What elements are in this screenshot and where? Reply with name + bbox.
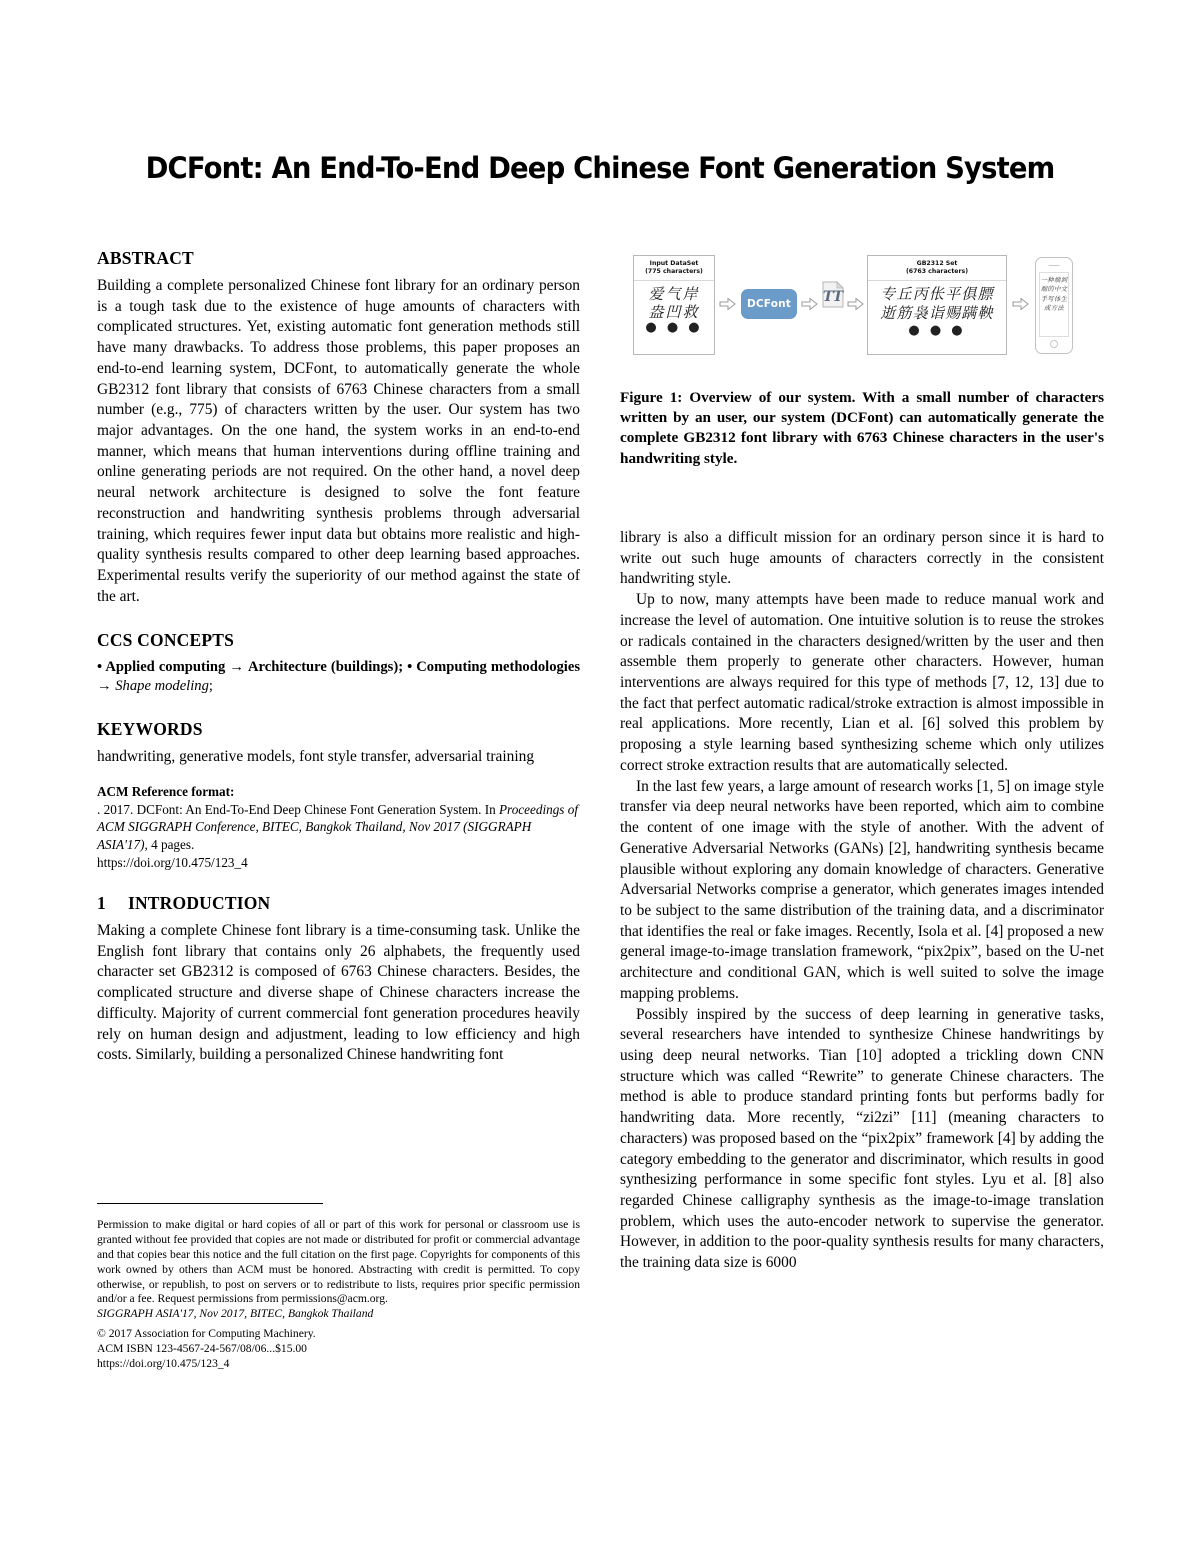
abstract-text: Building a complete personalized Chinese font library for an ordinary person is a tough task due to the existence of huge amounts of characters with complicated structures. Yet, existing automatic font generation methods still have many drawbacks. To address those problems, this paper proposes an end-to-end learning system, DCFont, to automatically generate the whole GB2312 font library that consists of 6763 Chinese characters from a small number (e.g., 775) of characters written by the user. Our system has two major advantages. On the one hand, the system works in an end-to-end manner, which means that human interventions during offline training and online generating periods are not required. On the other hand, a novel deep neural network architecture is designed to solve the font feature reconstruction and handwriting synthesis problems through adversarial training, which requires fewer input data but obtains more realistic and high-quality synthesis results compared to other deep learning based approaches. Experimental results verify the superiority of our method against the state of the art. — [97, 277, 580, 605]
right-paragraph-3: In the last few years, a large amount of research works [1, 5] on image style transfer via deep neural networks have been reported, which aim to combine the content of one image with the style of another. With the advent of Generative Adversarial Networks (GANs) [2], handwriting synthesis became plausible without exploring any domain knowledge of characters. Generative Adversarial Networks comprise a generator, which generates images intended to be subject to the same distribution of the training data, and a discriminator that identifies the real or fake images. Recently, Isola et al. [4] proposed a new general image-to-image translation framework, “pix2pix”, based on the U-net architecture and conditional GAN, which is well suited to solve the image mapping problems. — [620, 777, 1104, 1002]
page-title: DCFont: An End-To-End Deep Chinese Font Generation System — [145, 151, 1055, 185]
acm-reference-block — [97, 783, 580, 871]
right-paragraph-2: Up to now, many attempts have been made to reduce manual work and increase the level of automation. One intuitive solution is to reuse the strokes or radicals contained in the characters designed/written by the user and then assemble them properly to generate other characters. However, human interventions are always required for this type of methods [7, 12, 13] due to the fact that perfect automatic radical/stroke extraction is almost impossible in real applications. More recently, Lian et al. [6] solved this problem by proposing a style learning based synthesizing scheme which only utilizes correct stroke extraction results that are automatically selected. — [620, 591, 1104, 774]
figure-gb2312-subtitle: (6763 characters) — [905, 268, 969, 276]
ccs-bullet-1: • Applied computing — [97, 658, 226, 675]
acm-reference-heading: ACM Reference format: — [97, 784, 235, 800]
introduction-number: 1 — [97, 893, 106, 914]
figure-dcfont-node: DCFont — [741, 289, 797, 319]
figure-input-title: Input DataSet — [649, 260, 699, 267]
footnote-rule — [97, 1203, 323, 1204]
ccs-arrow-1: → — [229, 658, 244, 675]
truetype-font-file-icon — [822, 281, 844, 308]
figure-gb2312-header — [868, 256, 1006, 281]
figure-gb2312-characters — [868, 281, 1006, 336]
copyright-line: © 2017 Association for Computing Machinery. — [97, 1327, 316, 1341]
ccs-heading: CCS CONCEPTS — [97, 629, 235, 650]
copyright-footnote — [97, 1218, 580, 1372]
right-paragraph-4: Possibly inspired by the success of deep learning in generative tasks, several researchers have intended to synthesize Chinese handwritings by using deep neural networks. Tian [10] adopted a trickling down CNN structure which was called “Rewrite” to generate Chinese characters. The method is able to produce standard printing fonts but performs badly for handwriting data. More recently, “zi2zi” [11] (meaning characters to characters) was proposed based on the “pix2pix” framework [4] by adding the category embedding to the generator and discriminator, which results in good synthesizing performance in some specific font styles. Lyu et al. [8] also regarded Chinese calligraphy synthesis as the image-to-image translation problem, which uses the auto-encoder network to supervise the generator. However, in addition to the poor-quality synthesis results for many characters, the training data size is 6000 — [620, 1005, 1104, 1272]
keywords-heading: KEYWORDS — [97, 718, 203, 739]
ccs-term-2: Shape modeling — [115, 678, 209, 695]
figure-input-row-1: 爱气岸 — [648, 284, 700, 303]
keywords-text: handwriting, generative models, font style transfer, adversarial training — [97, 747, 535, 765]
figure-gb2312-row-1: 专丘丙伥平俱膘 — [880, 284, 994, 303]
phone-earpiece-icon — [1049, 265, 1060, 266]
abstract-heading: ABSTRACT — [97, 248, 194, 268]
introduction-label: INTRODUCTION — [127, 893, 271, 914]
permission-text: Permission to make digital or hard copies of all or part of this work for personal or classroom use is granted without fee provided that copies are not made or distributed for profit or commercial advantage and that copies bear this notice and the full citation on the first page. Copyrights for components of this work owned by others than ACM must be honored. Abstracting with credit is permitted. To copy otherwise, or republish, to post on servers or to redistribute to lists, requires prior specific permission and/or a fee. Request permissions from permissions@acm.org. — [97, 1218, 580, 1306]
venue-line: SIGGRAPH ASIA'17, Nov 2017, BITEC, Bangkok Thailand — [97, 1307, 374, 1321]
footnote-doi[interactable]: https://doi.org/10.475/123_4 — [97, 1357, 230, 1371]
figure-1-graphic — [620, 248, 1104, 372]
spacer — [97, 608, 580, 630]
arrow-right-icon — [847, 297, 864, 311]
phone-text-line-1: 一种端到 — [1040, 276, 1068, 284]
isbn-line: ACM ISBN 123-4567-24-567/08/06...$15.00 — [97, 1342, 307, 1356]
figure-input-characters — [634, 281, 714, 334]
figure-gb2312-title: GB2312 Set — [916, 260, 958, 267]
right-paragraph-1: library is also a difficult mission for an ordinary person since it is hard to write out such huge amounts of characters correctly in the consistent handwriting style. — [620, 529, 1104, 588]
phone-screen — [1039, 272, 1069, 337]
figure-input-header — [634, 256, 714, 281]
arrow-right-icon — [719, 297, 736, 311]
spacer — [97, 767, 580, 783]
ccs-term-1: Architecture (buildings); — [247, 658, 404, 675]
figure-gb2312-box — [867, 255, 1007, 355]
acm-reference-line1: . 2017. DCFont: An End-To-End Deep Chinese Font Generation System. In — [97, 801, 496, 817]
figure-input-dataset-box — [633, 255, 715, 355]
smartphone-mockup — [1035, 257, 1073, 354]
left-column — [97, 248, 580, 1066]
right-column — [620, 528, 1104, 1274]
spacer — [97, 697, 580, 719]
figure-1-caption: Figure 1: Overview of our system. With a small number of characters written by an user, our system (DCFont) can automatically generate the complete GB2312 font library with 6763 Chinese characters in the user's handwriting style. — [620, 389, 1104, 467]
acm-reference-italic: Proceedings of ACM SIGGRAPH Conference, BITEC, Bangkok Thailand, Nov 2017 (SIGGRAPH ASIA'17), — [97, 801, 578, 852]
figure-gb2312-ellipsis: ● ● ● — [908, 322, 966, 338]
introduction-heading — [97, 893, 580, 914]
ccs-bullet-2: • Computing methodologies — [407, 658, 580, 675]
figure-input-subtitle: (775 characters) — [645, 268, 703, 276]
phone-home-button-icon — [1050, 340, 1058, 348]
figure-input-ellipsis: ● ● ● — [645, 320, 703, 336]
phone-text-line-2: 端的中文 — [1040, 285, 1068, 294]
phone-text-line-3: 手写体生 — [1040, 294, 1068, 303]
ccs-tail: ; — [208, 678, 213, 695]
figure-input-row-2: 盎凹救 — [648, 303, 700, 322]
figure-gb2312-row-2: 逝筋袅诣赐蹒鞅 — [880, 304, 994, 323]
arrow-right-icon — [801, 297, 818, 311]
svg-text:TT: TT — [822, 289, 844, 305]
acm-reference-tail: 4 pages. — [147, 836, 195, 852]
phone-text-line-4: 成方法 — [1043, 303, 1065, 312]
acm-reference-doi[interactable]: https://doi.org/10.475/123_4 — [97, 854, 248, 870]
ccs-text — [97, 658, 580, 697]
ccs-arrow-2: → — [97, 678, 112, 695]
arrow-right-icon — [1012, 297, 1029, 311]
introduction-paragraph-1: Making a complete Chinese font library is a time-consuming task. Unlike the English font library that contains only 26 alphabets, the frequently used character set GB2312 is composed of 6763 Chinese characters. Besides, the complicated structure and diverse shape of Chinese characters increase the difficulty. Majority of current commercial font generation procedures heavily rely on human design and adjustment, leading to low efficiency and high costs. Similarly, building a personalized Chinese handwriting font — [97, 922, 580, 1064]
spacer — [97, 871, 580, 893]
